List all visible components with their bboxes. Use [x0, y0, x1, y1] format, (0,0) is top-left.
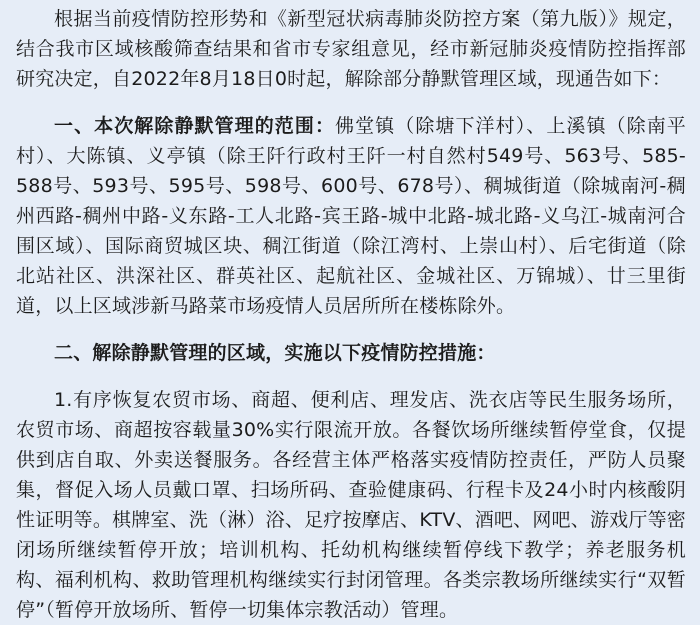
section-1-paragraph [16, 111, 686, 321]
section-2-item-1: 1.有序恢复农贸市场、商超、便利店、理发店、洗衣店等民生服务场所，农贸市场、商超按容载量30%实行限流开放。各餐饮场所继续暂停堂食，仅提供到店自取、外卖送餐服务。各经营主体严格落实疫情防控责任，严防人员聚集，督促入场人员戴口罩、扫场所码、查验健康码、行程卡及24小时内核酸阴性证明等。棋牌室、洗（淋）浴、足疗按摩店、KTV、酒吧、网吧、游戏厅等密闭场所继续暂停开放；培训机构、托幼机构继续暂停线下教学；养老服务机构、福利机构、救助管理机构继续实行封闭管理。各类宗教场所继续实行“双暂停”（暂停开放场所、暂停一切集体宗教活动）管理。 [16, 389, 686, 621]
section-1-title: 一、本次解除静默管理的范围： [54, 115, 336, 137]
intro-paragraph: 根据当前疫情防控形势和《新型冠状病毒肺炎防控方案（第九版）》规定，结合我市区域核酸筛查结果和省市专家组意见，经市新冠肺炎疫情防控指挥部研究决定，自2022年8月18日0时起，解除部分静默管理区域，现通告如下： [16, 8, 686, 90]
section-1-body: 佛堂镇（除塘下洋村）、上溪镇（除南平村）、大陈镇、义亭镇（除王阡行政村王阡一村自然村549号、563号、585-588号、593号、595号、598号、600号、678号）、稠城街道（除城南河-稠州西路-稠州中路-义东路-工人北路-宾王路-城中北路-城北路-义乌江-城南河合围区域）、国际商贸城区块、稠江街道（除江湾村、上崇山村）、后宅街道（除北站社区、洪深社区、群英社区、起航社区、金城社区、万锦城）、廿三里街道，以上区域涉新马路菜市场疫情人员居所所在楼栋除外。 [16, 115, 686, 317]
section-2-title: 二、解除静默管理的区域，实施以下疫情防控措施： [54, 342, 496, 364]
